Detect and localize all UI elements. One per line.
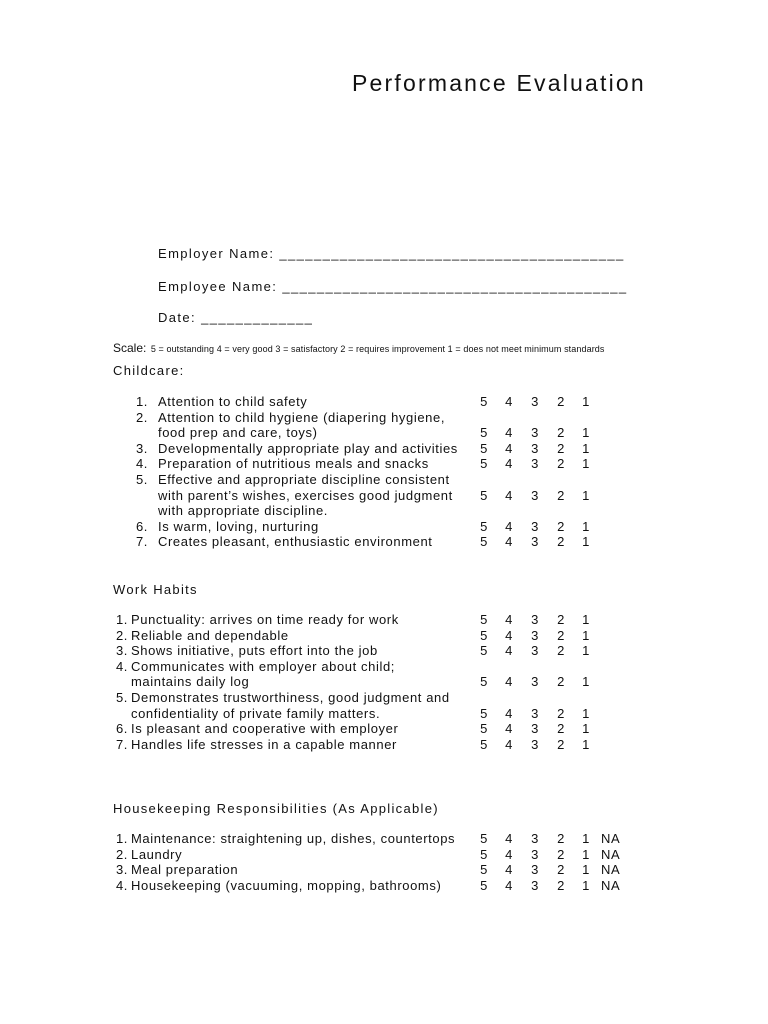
rating-option-3[interactable]: 3 — [531, 643, 539, 659]
item-number: 5. — [115, 690, 128, 705]
rating-option-5[interactable]: 5 — [480, 518, 488, 534]
rating-option-3[interactable]: 3 — [531, 674, 539, 690]
rating-option-2[interactable]: 2 — [557, 721, 565, 737]
item-text: Punctuality: arrives on time ready for work — [131, 612, 399, 627]
rating-option-na[interactable]: NA — [601, 831, 621, 846]
item-text: Shows initiative, puts effort into the job — [131, 643, 378, 659]
item-text: Reliable and dependable — [131, 627, 289, 643]
rating-option-2[interactable]: 2 — [557, 846, 565, 862]
item-text: Is warm, loving, nurturing — [158, 518, 319, 534]
item-number: 4. — [115, 877, 128, 893]
rating-option-5[interactable]: 5 — [480, 440, 488, 456]
rating-option-2[interactable]: 2 — [557, 877, 565, 893]
item-text: Demonstrates trustworthiness, good judgment and — [131, 690, 450, 705]
item-number: 1. — [115, 831, 128, 846]
rating-option-3[interactable]: 3 — [531, 440, 539, 456]
rating-option-5[interactable]: 5 — [480, 643, 488, 659]
rating-option-4[interactable]: 4 — [505, 705, 513, 721]
rating-option-2[interactable]: 2 — [557, 518, 565, 534]
rating-option-3[interactable]: 3 — [531, 877, 539, 893]
rating-option-3[interactable]: 3 — [531, 534, 539, 550]
rating-option-4[interactable]: 4 — [505, 831, 513, 846]
rating-option-1[interactable]: 1 — [582, 394, 590, 409]
item-number: 7. — [135, 534, 148, 550]
rating-option-5[interactable]: 5 — [480, 425, 488, 441]
rating-option-2[interactable]: 2 — [557, 534, 565, 550]
rating-scale — [113, 339, 605, 357]
rating-option-1[interactable]: 1 — [582, 456, 590, 472]
rating-option-3[interactable]: 3 — [531, 394, 539, 409]
rating-option-5[interactable]: 5 — [480, 705, 488, 721]
rating-option-2[interactable]: 2 — [557, 831, 565, 846]
item-number: 3. — [135, 440, 148, 456]
item-number: 3. — [115, 643, 128, 659]
rating-option-4[interactable]: 4 — [505, 518, 513, 534]
item-number: 4. — [135, 456, 148, 472]
rating-option-1[interactable]: 1 — [582, 721, 590, 737]
rating-option-4[interactable]: 4 — [505, 674, 513, 690]
rating-option-1[interactable]: 1 — [582, 534, 590, 550]
employee-name-field[interactable]: Employee Name: ________________________________________ — [158, 279, 628, 294]
rating-option-4[interactable]: 4 — [505, 877, 513, 893]
rating-option-2[interactable]: 2 — [557, 425, 565, 441]
date-field[interactable]: Date: _____________ — [158, 310, 314, 325]
item-text: Laundry — [131, 846, 183, 862]
rating-option-3[interactable]: 3 — [531, 736, 539, 752]
rating-option-5[interactable]: 5 — [480, 487, 488, 503]
section-heading-childcare: Childcare: — [113, 363, 185, 378]
item-text: Preparation of nutritious meals and snacks — [158, 456, 429, 472]
rating-option-4[interactable]: 4 — [505, 440, 513, 456]
rating-option-5[interactable]: 5 — [480, 877, 488, 893]
rating-option-4[interactable]: 4 — [505, 862, 513, 878]
rating-option-na[interactable]: NA — [601, 846, 621, 862]
rating-option-4[interactable]: 4 — [505, 846, 513, 862]
item-text: Effective and appropriate discipline consistent — [158, 472, 450, 487]
rating-option-3[interactable]: 3 — [531, 705, 539, 721]
rating-option-3[interactable]: 3 — [531, 627, 539, 643]
rating-option-3[interactable]: 3 — [531, 831, 539, 846]
rating-option-1[interactable]: 1 — [582, 705, 590, 721]
rating-option-2[interactable]: 2 — [557, 612, 565, 627]
section-heading-housekeeping: Housekeeping Responsibilities (As Applicable) — [113, 801, 439, 816]
rating-option-2[interactable]: 2 — [557, 643, 565, 659]
rating-option-4[interactable]: 4 — [505, 534, 513, 550]
rating-option-4[interactable]: 4 — [505, 612, 513, 627]
rating-option-2[interactable]: 2 — [557, 440, 565, 456]
rating-option-1[interactable]: 1 — [582, 831, 590, 846]
rating-option-4[interactable]: 4 — [505, 394, 513, 409]
scale-label: Scale: — [113, 341, 147, 355]
item-number: 6. — [115, 721, 128, 737]
item-text: Attention to child hygiene (diapering hygiene, — [158, 409, 446, 425]
item-number: 3. — [115, 862, 128, 878]
rating-option-1[interactable]: 1 — [582, 643, 590, 659]
rating-option-2[interactable]: 2 — [557, 705, 565, 721]
rating-option-4[interactable]: 4 — [505, 456, 513, 472]
rating-option-5[interactable]: 5 — [480, 534, 488, 550]
rating-option-5[interactable]: 5 — [480, 721, 488, 737]
item-text: Maintenance: straightening up, dishes, countertops — [131, 831, 456, 846]
rating-option-1[interactable]: 1 — [582, 674, 590, 690]
item-number: 1. — [135, 394, 148, 409]
employer-name-field[interactable]: Employer Name: ________________________________________ — [158, 246, 625, 261]
section-heading-work-habits: Work Habits — [113, 582, 198, 597]
rating-option-3[interactable]: 3 — [531, 487, 539, 503]
item-text: Developmentally appropriate play and activities — [158, 440, 458, 456]
item-number: 6. — [135, 518, 148, 534]
rating-option-1[interactable]: 1 — [582, 425, 590, 441]
rating-option-5[interactable]: 5 — [480, 862, 488, 878]
rating-option-1[interactable]: 1 — [582, 612, 590, 627]
rating-option-5[interactable]: 5 — [480, 831, 488, 846]
rating-option-3[interactable]: 3 — [531, 425, 539, 441]
item-number: 1. — [115, 612, 128, 627]
item-text: Housekeeping (vacuuming, mopping, bathrooms) — [131, 877, 442, 893]
item-text: maintains daily log — [131, 674, 250, 690]
rating-option-3[interactable]: 3 — [531, 456, 539, 472]
page-title: Performance Evaluation — [352, 70, 646, 96]
rating-option-1[interactable]: 1 — [582, 487, 590, 503]
item-text: with parent’s wishes, exercises good judgment — [158, 487, 453, 503]
rating-option-4[interactable]: 4 — [505, 487, 513, 503]
rating-option-4[interactable]: 4 — [505, 627, 513, 643]
rating-option-1[interactable]: 1 — [582, 846, 590, 862]
rating-option-4[interactable]: 4 — [505, 643, 513, 659]
rating-option-2[interactable]: 2 — [557, 394, 565, 409]
rating-option-5[interactable]: 5 — [480, 736, 488, 752]
rating-option-3[interactable]: 3 — [531, 721, 539, 737]
rating-option-3[interactable]: 3 — [531, 846, 539, 862]
rating-option-1[interactable]: 1 — [582, 862, 590, 878]
rating-option-5[interactable]: 5 — [480, 394, 488, 409]
item-text: Meal preparation — [131, 862, 239, 878]
rating-option-3[interactable]: 3 — [531, 518, 539, 534]
rating-option-2[interactable]: 2 — [557, 862, 565, 878]
item-text: Creates pleasant, enthusiastic environment — [158, 534, 433, 550]
rating-option-3[interactable]: 3 — [531, 612, 539, 627]
item-number: 2. — [115, 846, 128, 862]
rating-option-1[interactable]: 1 — [582, 440, 590, 456]
rating-option-4[interactable]: 4 — [505, 736, 513, 752]
rating-option-2[interactable]: 2 — [557, 674, 565, 690]
scale-description: 5 = outstanding 4 = very good 3 = satisfactory 2 = requires improvement 1 = does not meet minimum standards — [150, 344, 605, 354]
rating-option-1[interactable]: 1 — [582, 736, 590, 752]
item-text: Handles life stresses in a capable manner — [131, 736, 397, 752]
rating-option-5[interactable]: 5 — [480, 612, 488, 627]
item-text: food prep and care, toys) — [158, 425, 318, 441]
rating-option-2[interactable]: 2 — [557, 456, 565, 472]
item-text: Is pleasant and cooperative with employer — [131, 721, 399, 737]
item-number: 2. — [135, 409, 148, 425]
item-number: 2. — [115, 627, 128, 643]
rating-option-4[interactable]: 4 — [505, 721, 513, 737]
rating-option-1[interactable]: 1 — [582, 518, 590, 534]
rating-option-2[interactable]: 2 — [557, 487, 565, 503]
rating-option-5[interactable]: 5 — [480, 456, 488, 472]
rating-option-1[interactable]: 1 — [582, 627, 590, 643]
rating-option-na[interactable]: NA — [601, 877, 621, 893]
rating-option-3[interactable]: 3 — [531, 862, 539, 878]
item-number: 7. — [115, 736, 128, 752]
rating-option-5[interactable]: 5 — [480, 674, 488, 690]
item-text: Communicates with employer about child; — [131, 658, 396, 674]
rating-option-2[interactable]: 2 — [557, 627, 565, 643]
rating-option-4[interactable]: 4 — [505, 425, 513, 441]
rating-option-2[interactable]: 2 — [557, 736, 565, 752]
item-text: with appropriate discipline. — [158, 503, 328, 519]
rating-option-5[interactable]: 5 — [480, 846, 488, 862]
rating-option-1[interactable]: 1 — [582, 877, 590, 893]
item-number: 5. — [135, 472, 148, 487]
item-number: 4. — [115, 658, 128, 674]
item-text: Attention to child safety — [158, 394, 308, 409]
rating-option-5[interactable]: 5 — [480, 627, 488, 643]
item-text: confidentiality of private family matters. — [131, 705, 381, 721]
rating-option-na[interactable]: NA — [601, 862, 621, 878]
